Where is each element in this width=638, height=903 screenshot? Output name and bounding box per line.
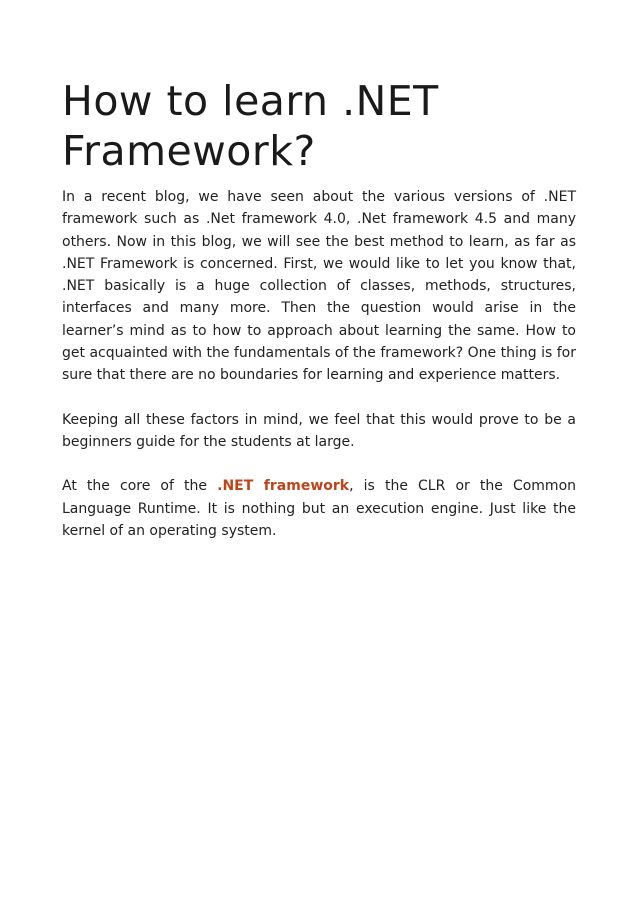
paragraph-clr-before-link: At the core of the [62, 478, 218, 495]
net-framework-link[interactable]: .NET framework [217, 478, 350, 495]
paragraph-clr [62, 475, 576, 542]
paragraph-clr-after-link: , is the CLR or the Common Language Runtime. It is nothing but an execution engine. Just like the kernel of an operating system. [62, 478, 577, 539]
paragraph-intro: In a recent blog, we have seen about the various versions of .NET framework such as .Net framework 4.0, .Net framework 4.5 and many others. Now in this blog, we will see the best method to learn, as far as .NET Framework is concerned. First, we would like to let you know that, .NET basically is a huge collection of classes, methods, structures, interfaces and many more. Then the question would arise in the learner’s mind as to how to approach about learning the same. How to get acquainted with the fundamentals of the framework? One thing is for sure that there are no boundaries for learning and experience matters. [62, 189, 576, 384]
paragraph-beginners-guide: Keeping all these factors in mind, we feel that this would prove to be a beginners guide for the students at large. [62, 411, 576, 450]
document-page [62, 76, 576, 564]
document-title: How to learn .NET Framework? [62, 77, 439, 175]
